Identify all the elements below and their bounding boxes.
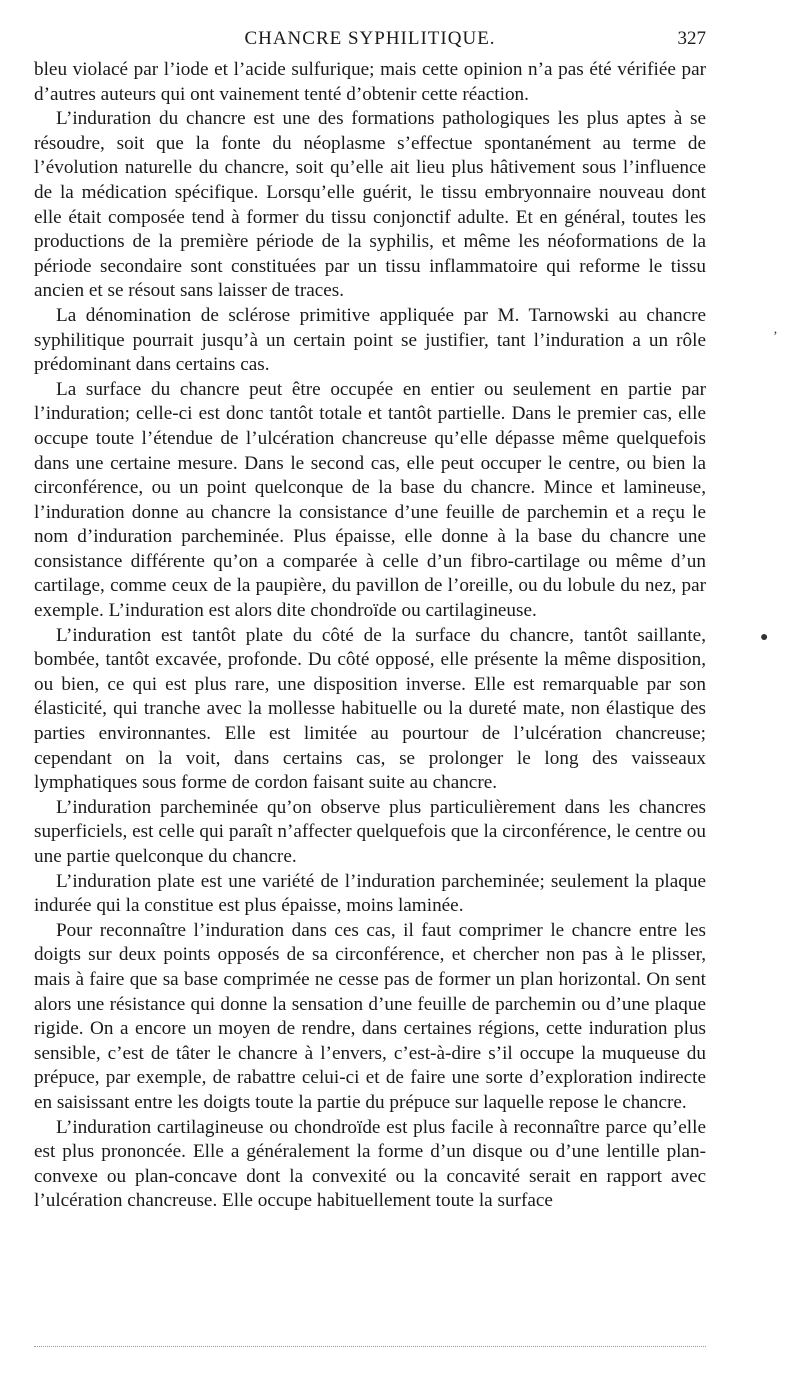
margin-speck-mark: ‚ <box>773 322 778 337</box>
paragraph: L’induration cartilagineuse ou chondroïde est plus facile à reconnaître parce qu’elle est plus prononcée. Elle a généralement la forme d’un disque ou d’une lentille plan-convexe ou plan-concave dont la convexité ou la concavité serait en rapport avec l’ulcération chancreuse. Elle occupe habituellement toute la surface <box>34 1116 706 1212</box>
paragraph: L’induration plate est une variété de l’induration parcheminée; seulement la plaque indurée qui la constitue est plus épaisse, moins laminée. <box>34 870 706 917</box>
page-body <box>34 58 706 1214</box>
running-title: CHANCRE SYPHILITIQUE. <box>244 28 496 49</box>
paragraph: L’induration est tantôt plate du côté de la surface du chancre, tantôt saillante, bombée, tantôt excavée, profonde. Du côté opposé, elle présente la même disposition, ou bien, ce qui est plus rare, une disposition inverse. Elle est remarquable par son élasticité, qui tranche avec la mollesse habituelle ou la dureté mate, non élastique des parties environnantes. Elle est limitée au pourtour de l’ulcération chancreuse; cependant on la voit, dans certains cas, se prolonger le long des vaisseaux lymphatiques sous forme de cordon faisant suite au chancre. <box>34 624 706 794</box>
running-head <box>34 22 706 52</box>
paragraph: L’induration parcheminée qu’on observe plus particulièrement dans les chancres superficiels, est celle qui paraît n’affecter quelquefois que la circonférence, le centre ou une partie quelconque du chancre. <box>34 796 706 867</box>
margin-blot-mark: ● <box>760 630 769 645</box>
paragraph: Pour reconnaître l’induration dans ces cas, il faut comprimer le chancre entre les doigts sur deux points opposés de sa circonférence, et chercher non pas à le plisser, mais à faire que sa base comprimée ne cesse pas de former un plan horizontal. On sent alors une résistance qui donne la sensation d’une feuille de parchemin ou d’une plaque rigide. On a encore un moyen de rendre, dans certaines régions, cette induration plus sensible, c’est de tâter le chancre à l’envers, c’est-à-dire s’il occupe la muqueuse du prépuce, par exemple, de rabattre celui-ci et de faire une sorte d’exploration indirecte en saisissant entre les doigts toute la partie du prépuce sur laquelle repose le chancre. <box>34 919 706 1113</box>
paragraph: L’induration du chancre est une des formations pathologiques les plus aptes à se résoudre, soit que la fonte du néoplasme s’effectue spontanément au terme de l’évolution naturelle du chancre, soit qu’elle ait lieu plus hâtivement sous l’influence de la médication spécifique. Lorsqu’elle guérit, le tissu embryonnaire nouveau dont elle était composée tend à former du tissu conjonctif adulte. Et en général, toutes les productions de la première période de la syphilis, et même les néoformations de la période secondaire sont constituées par un tissu inflammatoire qui reforme le tissu ancien et se résout sans laisser de traces. <box>34 108 706 302</box>
paragraph-continuation: bleu violacé par l’iode et l’acide sulfurique; mais cette opinion n’a pas été vérifiée par d’autres auteurs qui ont vainement tenté d’obtenir cette réaction. <box>34 59 706 105</box>
paragraph: La surface du chancre peut être occupée en entier ou seulement en partie par l’induration; celle-ci est donc tantôt totale et tantôt partielle. Dans le premier cas, elle occupe toute l’étendue de l’ulcération chancreuse qu’elle dépasse même quelquefois dans une certaine mesure. Dans le second cas, elle peut occuper le centre, ou bien la circonférence, ou un point quelconque de la base du chancre. Mince et lamineuse, l’induration donne au chancre la consistance d’une feuille de parchemin et a reçu le nom d’induration parcheminée. Plus épaisse, elle donne à la base du chancre une consistance différente qu’on a comparée à celle d’un fibro-cartilage ou même d’un cartilage, comme ceux de la paupière, du pavillon de l’oreille, ou du lobule du nez, par exemple. L’induration est alors dite chondroïde ou cartilagineuse. <box>34 378 706 622</box>
bottom-dotted-rule <box>34 1346 706 1347</box>
paragraph: La dénomination de sclérose primitive appliquée par M. Tarnowski au chancre syphilitique pourrait jusqu’à un certain point se justifier, tant l’induration a un rôle prédominant dans certains cas. <box>34 304 706 376</box>
body-text <box>34 58 706 1214</box>
page-number: 327 <box>677 28 706 49</box>
